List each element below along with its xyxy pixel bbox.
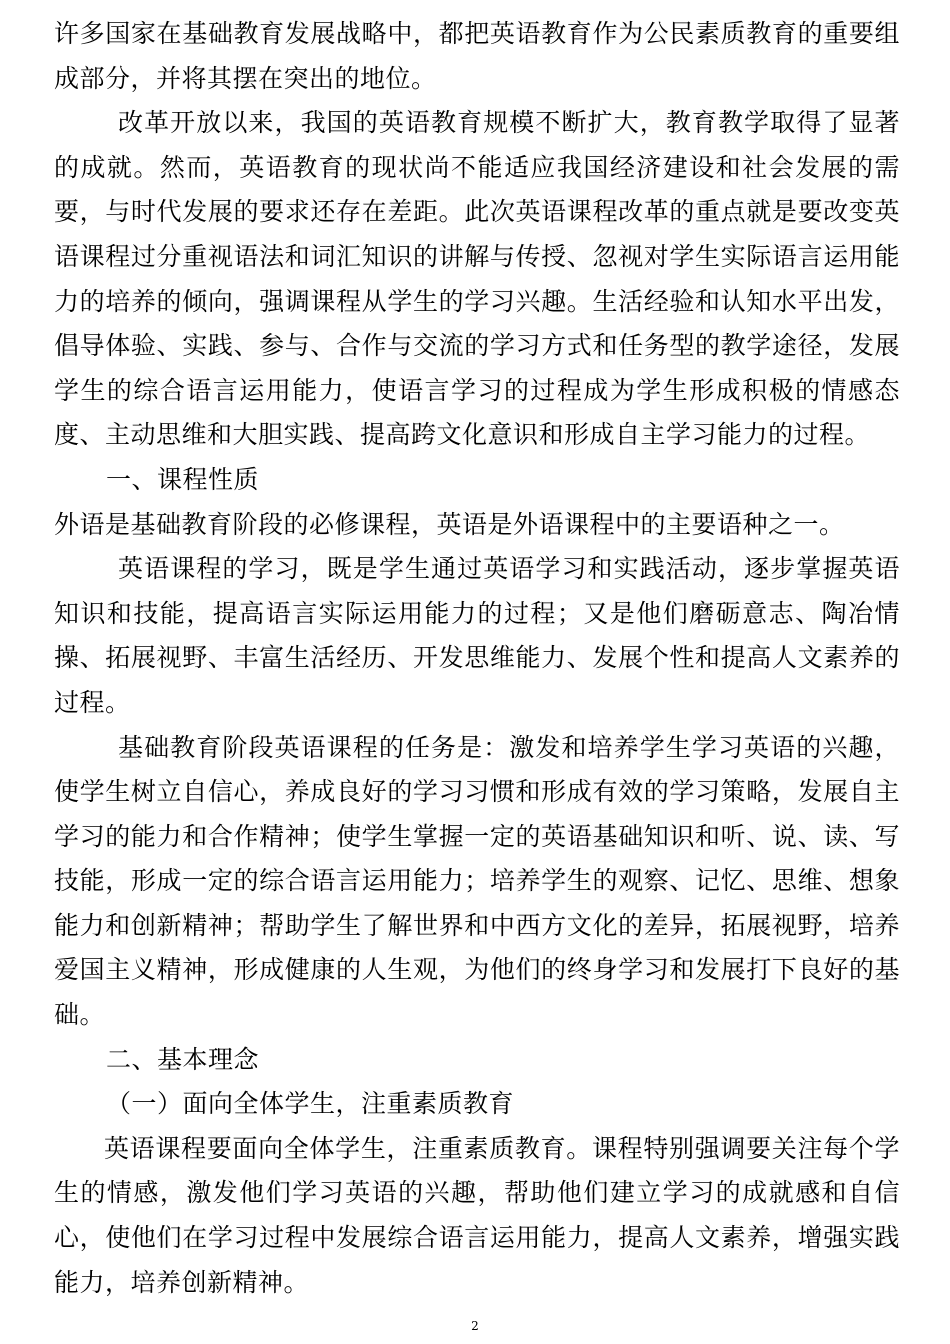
section-heading-basic-concepts: 二、基本理念: [106, 1044, 260, 1074]
paragraph-course-tasks: 基础教育阶段英语课程的任务是：激发和培养学生学习英语的兴趣，使学生树立自信心，养成良好的学习习惯和形成有效的学习策略，发展自主学习的能力和合作精神；使学生掌握一定的英语基础知识和听、说、读、写技能，形成一定的综合语言运用能力；培养学生的观察、记忆、思维、想象能力和创新精神；帮助学生了解世界和中西方文化的差异，拓展视野，培养爱国主义精神，形成健康的人生观，为他们的终身学习和发展打下良好的基础。: [54, 732, 900, 1030]
paragraph-intro-continued: 许多国家在基础教育发展战略中，都把英语教育作为公民素质教育的重要组成部分，并将其摆在突出的地位。: [54, 19, 900, 93]
page-number: 2: [471, 1319, 479, 1333]
section-heading-course-nature: 一、课程性质: [106, 464, 260, 494]
document-body: [54, 12, 900, 1305]
paragraph-foreign-language: 外语是基础教育阶段的必修课程，英语是外语课程中的主要语种之一。: [54, 509, 845, 539]
paragraph-reform: 改革开放以来，我国的英语教育规模不断扩大，教育教学取得了显著的成就。然而，英语教育的现状尚不能适应我国经济建设和社会发展的需要，与时代发展的要求还存在差距。此次英语课程改革的重点就是要改变英语课程过分重视语法和词汇知识的讲解与传授、忽视对学生实际语言运用能力的培养的倾向，强调课程从学生的学习兴趣。生活经验和认知水平出发，倡导体验、实践、参与、合作与交流的学习方式和任务型的教学途径，发展学生的综合语言运用能力，使语言学习的过程成为学生形成积极的情感态度、主动思维和大胆实践、提高跨文化意识和形成自主学习能力的过程。: [54, 108, 900, 450]
paragraph-course-learning: 英语课程的学习，既是学生通过英语学习和实践活动，逐步掌握英语知识和技能，提高语言实际运用能力的过程；又是他们磨砺意志、陶冶情操、拓展视野、丰富生活经历、开发思维能力、发展个性和提高人文素养的过程。: [54, 554, 900, 717]
paragraph-quality-education: 英语课程要面向全体学生，注重素质教育。课程特别强调要关注每个学生的情感，激发他们学习英语的兴趣，帮助他们建立学习的成就感和自信心，使他们在学习过程中发展综合语言运用能力，提高人文素养，增强实践能力，培养创新精神。: [54, 1133, 900, 1297]
subsection-heading-all-students: （一）面向全体学生，注重素质教育: [106, 1089, 515, 1119]
